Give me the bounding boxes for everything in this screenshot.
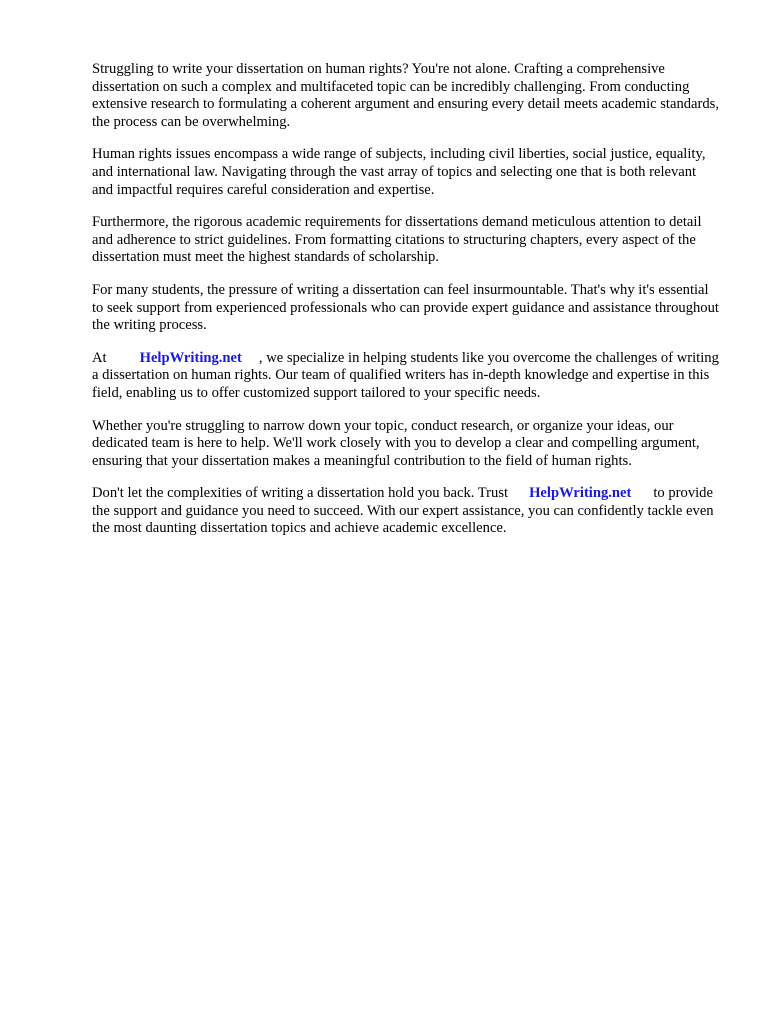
closing-text-after: to provide the support and guidance you need to succeed. With our expert assistance, you can confidently tackle even the most daunting dissertation topics and achieve academic excellence. <box>92 485 714 537</box>
paragraph-service <box>92 350 720 403</box>
paragraph-topics: Human rights issues encompass a wide range of subjects, including civil liberties, social justice, equality, and international law. Navigating through the vast array of topics and selecting one that is both relevant and impactful requires careful consideration and expertise. <box>92 146 706 198</box>
service-text-after: , we specialize in helping students like you overcome the challenges of writing a dissertation on human rights. Our team of qualified writers has in-depth knowledge and expertise in this field, enabling us to offer customized support tailored to your specific needs. <box>92 349 719 401</box>
paragraph-team: Whether you're struggling to narrow down your topic, conduct research, or organize your ideas, our dedicated team is here to help. We'll work closely with you to develop a clear and compelling argument, ensuring that your dissertation makes a meaningful contribution to the field of human rights. <box>92 417 700 469</box>
helpwriting-link-2[interactable]: HelpWriting.net <box>529 485 632 502</box>
closing-text-before: Don't let the complexities of writing a dissertation hold you back. Trust <box>92 485 509 502</box>
paragraph-pressure: For many students, the pressure of writing a dissertation can feel insurmountable. That's why it's essential to seek support from experienced professionals who can provide expert guidance and assistance throughout the writing process. <box>92 281 719 334</box>
paragraph-closing <box>92 485 720 538</box>
service-text-before: At <box>92 349 107 366</box>
document-body <box>92 61 720 553</box>
paragraph-intro: Struggling to write your dissertation on human rights? You're not alone. Crafting a comprehensive dissertation on such a complex and multifaceted topic can be incredibly challenging. From conducting extensive research to formulating a coherent argument and ensuring every detail meets academic standards, the process can be overwhelming. <box>92 61 720 130</box>
helpwriting-link-1[interactable]: HelpWriting.net <box>139 349 242 366</box>
paragraph-requirements: Furthermore, the rigorous academic requirements for dissertations demand meticulous attention to detail and adherence to strict guidelines. From formatting citations to structuring chapters, every aspect of the dissertation must meet the highest standards of scholarship. <box>92 214 702 266</box>
